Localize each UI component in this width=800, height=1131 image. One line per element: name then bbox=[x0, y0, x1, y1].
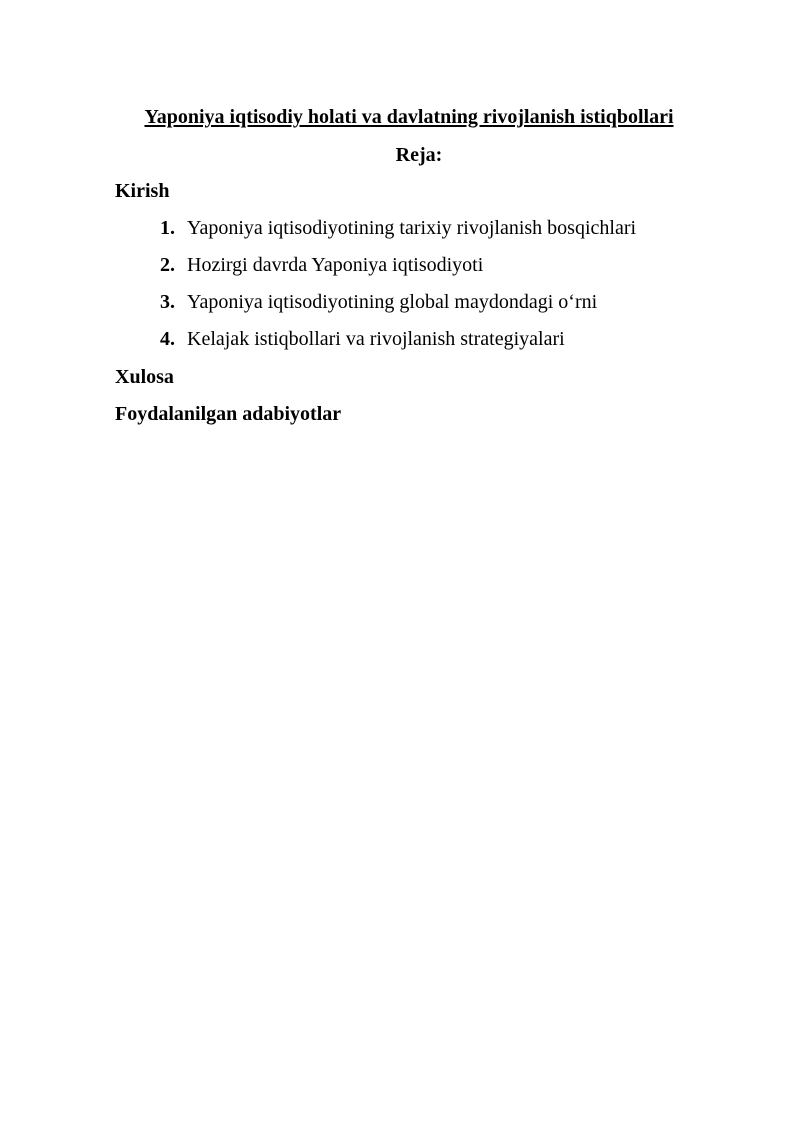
plan-item-text: Yaponiya iqtisodiyotining global maydondagi o‘rni bbox=[187, 291, 598, 313]
plan-item-text: Hozirgi davrda Yaponiya iqtisodiyoti bbox=[187, 254, 484, 276]
plan-item bbox=[160, 217, 636, 254]
document-title: Yaponiya iqtisodiy holati va davlatning rivojlanish istiqbollari bbox=[144, 106, 674, 128]
plan-item-number: 2. bbox=[160, 254, 175, 276]
plan-item bbox=[160, 291, 636, 328]
plan-item-number: 3. bbox=[160, 291, 175, 313]
section-intro: Kirish bbox=[115, 180, 170, 202]
section-references: Foydalanilgan adabiyotlar bbox=[115, 403, 342, 425]
plan-item-text: Kelajak istiqbollari va rivojlanish strategiyalari bbox=[187, 328, 565, 350]
plan-heading: Reja: bbox=[395, 144, 443, 166]
plan-item-text: Yaponiya iqtisodiyotining tarixiy rivojlanish bosqichlari bbox=[187, 217, 637, 239]
plan-item bbox=[160, 254, 636, 291]
plan-list bbox=[160, 217, 636, 365]
plan-item bbox=[160, 328, 636, 365]
section-conclusion: Xulosa bbox=[115, 366, 174, 388]
plan-item-number: 1. bbox=[160, 217, 175, 239]
plan-item-number: 4. bbox=[160, 328, 175, 350]
